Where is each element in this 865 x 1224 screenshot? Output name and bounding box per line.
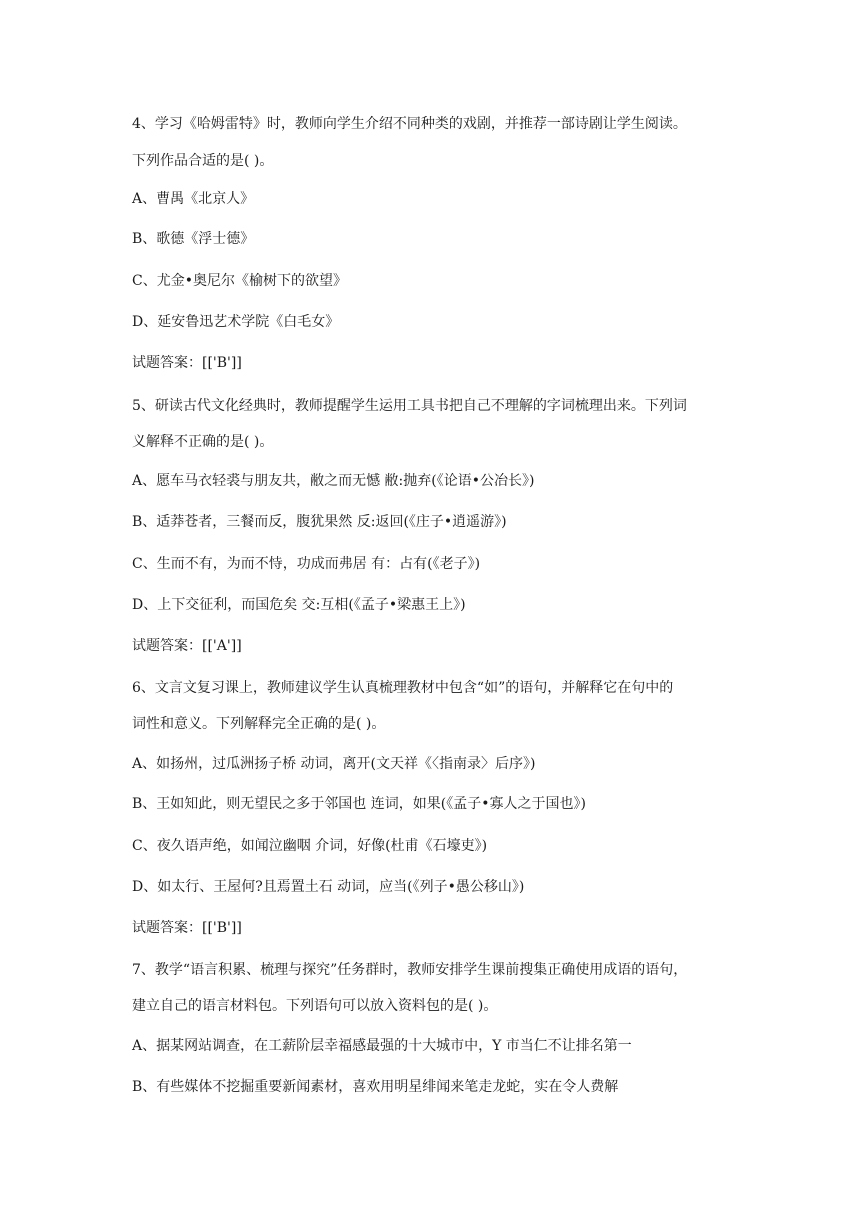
question-5-answer: 试题答案：[['A']] bbox=[132, 638, 242, 654]
question-6-option-a: A、如扬州，过瓜洲扬子桥 动词，离开(文天祥《〈指南录〉后序》) bbox=[132, 756, 536, 772]
question-7-option-a: A、据某网站调查，在工薪阶层幸福感最强的十大城市中，Y 市当仁不让排名第一 bbox=[132, 1038, 632, 1054]
question-5-stem-line-2: 义解释不正确的是( )。 bbox=[132, 434, 274, 450]
question-5-option-a: A、愿车马衣轻裘与朋友共，敝之而无憾 敝:抛弃(《论语•公冶长》) bbox=[132, 473, 535, 489]
question-4-answer: 试题答案：[['B']] bbox=[132, 355, 242, 371]
question-6-option-b: B、王如知此，则无望民之多于邻国也 连词，如果(《孟子•寡人之于国也》) bbox=[132, 796, 586, 812]
question-5-option-c: C、生而不有，为而不恃，功成而弗居 有：占有(《老子》) bbox=[132, 556, 481, 572]
question-7-stem-line-2: 建立自己的语言材料包。下列语句可以放入资料包的是( )。 bbox=[132, 998, 498, 1014]
question-4-stem-line-2: 下列作品合适的是( )。 bbox=[132, 153, 274, 169]
question-5-option-d: D、上下交征利，而国危矣 交:互相(《孟子•梁惠王上》) bbox=[132, 597, 466, 613]
question-6-option-d: D、如太行、王屋何?且焉置土石 动词，应当(《列子•愚公移山》) bbox=[132, 879, 525, 895]
question-4-option-a: A、曹禺《北京人》 bbox=[132, 191, 255, 207]
question-4-option-c: C、尤金•奥尼尔《榆树下的欲望》 bbox=[132, 273, 347, 289]
question-6-stem-line-1: 6、文言文复习课上，教师建议学生认真梳理教材中包含“如”的语句，并解释它在句中的 bbox=[132, 680, 674, 696]
question-7-option-b: B、有些媒体不挖掘重要新闻素材，喜欢用明星绯闻来笔走龙蛇，实在令人费解 bbox=[132, 1079, 619, 1095]
question-4-option-d: D、延安鲁迅艺术学院《白毛女》 bbox=[132, 314, 340, 330]
question-4-option-b: B、歌德《浮士德》 bbox=[132, 231, 255, 247]
question-7-stem-line-1: 7、教学“语言积累、梳理与探究”任务群时，教师安排学生课前搜集正确使用成语的语句， bbox=[132, 962, 688, 978]
question-4-stem-line-1: 4、学习《哈姆雷特》时，教师向学生介绍不同种类的戏剧，并推荐一部诗剧让学生阅读。 bbox=[132, 116, 687, 132]
question-5-stem-line-1: 5、研读古代文化经典时，教师提醒学生运用工具书把自己不理解的字词梳理出来。下列词 bbox=[132, 398, 687, 414]
question-5-option-b: B、适莽苍者，三餐而反，腹犹果然 反:返回(《庄子•逍遥游》) bbox=[132, 514, 507, 530]
question-6-answer: 试题答案：[['B']] bbox=[132, 920, 242, 936]
question-6-option-c: C、夜久语声绝，如闻泣幽咽 介词，好像(杜甫《石壕吏》) bbox=[132, 838, 488, 854]
question-6-stem-line-2: 词性和意义。下列解释完全正确的是( )。 bbox=[132, 716, 386, 732]
